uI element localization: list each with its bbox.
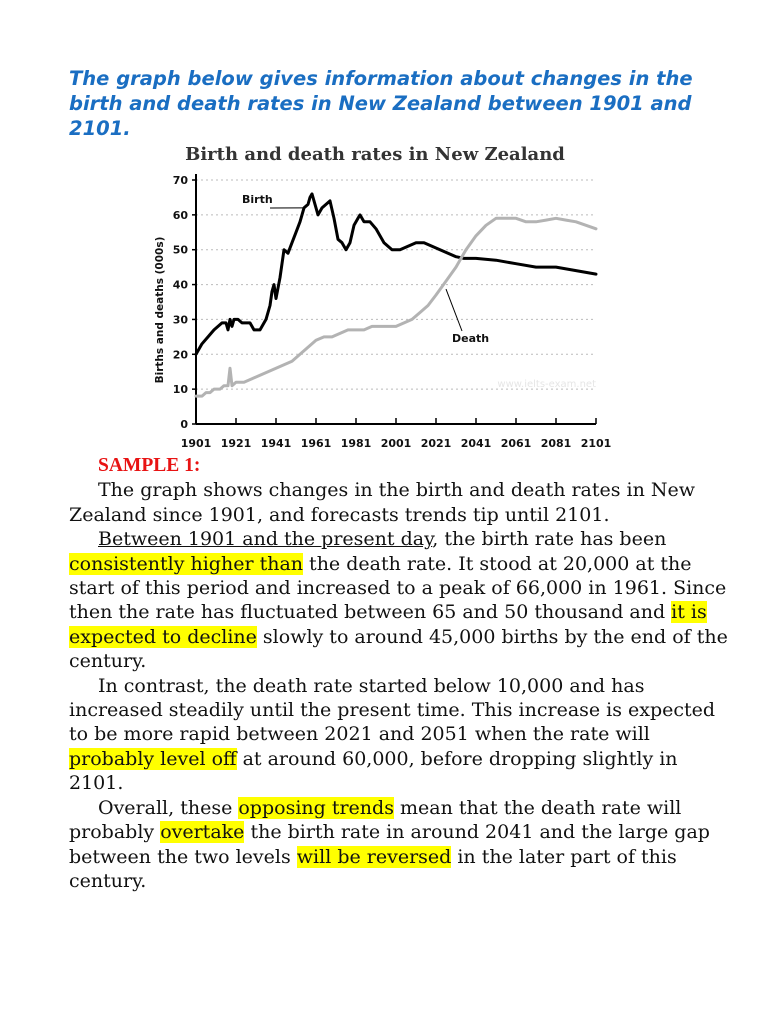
sample-answer xyxy=(69,454,729,893)
x-tick-label: 1981 xyxy=(340,437,372,450)
x-tick-label: 1941 xyxy=(260,437,292,450)
x-tick-label: 2081 xyxy=(540,437,572,450)
y-tick-label: 30 xyxy=(172,313,188,327)
y-tick-label: 50 xyxy=(172,243,188,257)
text-span: slowly to around 45,000 births by the end of the century. xyxy=(69,625,728,673)
text-span: mean that the death rate will probably xyxy=(69,796,682,844)
y-tick-label: 0 xyxy=(180,418,188,431)
y-axis-label: Births and deaths (000s) xyxy=(154,236,166,384)
paragraph-overall xyxy=(69,796,729,894)
text-span: Overall, these xyxy=(98,796,239,819)
text-span: the death rate. It stood at 20,000 at the start of this period and increased to a peak of 66,000 in 1961. Since then the rate has fluctuated between 65 and 50 thousand and xyxy=(69,552,727,624)
series xyxy=(196,194,596,396)
annotation-death-leader xyxy=(446,289,462,331)
text-span: in the later part of this century. xyxy=(69,845,677,892)
highlight-phrase: it is expected to decline xyxy=(69,601,707,648)
paragraph-death xyxy=(69,674,729,796)
watermark: www.ielts-exam.net xyxy=(497,379,596,390)
y-tick-label: 10 xyxy=(172,383,188,397)
paragraph-birth xyxy=(69,527,729,673)
x-tick-label: 2061 xyxy=(500,437,532,450)
chart-title: Birth and death rates in New Zealand xyxy=(185,144,565,165)
y-tick-labels xyxy=(173,174,189,431)
x-tick-label: 2021 xyxy=(420,437,452,450)
y-tick-label: 70 xyxy=(172,174,188,187)
x-tick-label: 1961 xyxy=(300,437,332,450)
highlight-phrase: overtake xyxy=(160,821,245,844)
series-line-death xyxy=(196,218,596,396)
sample-label: SAMPLE 1: xyxy=(98,455,201,476)
annotations xyxy=(242,193,489,345)
x-tick-label: 2101 xyxy=(580,437,612,450)
x-tick-label: 1901 xyxy=(180,437,212,450)
highlight-phrase: consistently higher than xyxy=(69,552,304,575)
x-tick-labels xyxy=(181,437,612,450)
annotation-death-label: Death xyxy=(452,332,490,345)
text-span: In contrast, the death rate started below 10,000 and has increased steadily until the present time. This increase is expected to be more rapid between 2021 and 2051 when the rate will xyxy=(69,674,716,746)
y-tick-label: 20 xyxy=(172,348,188,362)
text-span: at around 60,000, before dropping slightly in 2101. xyxy=(69,747,678,795)
x-tick-label: 2041 xyxy=(460,437,492,450)
paragraph-intro: The graph shows changes in the birth and death rates in New Zealand since 1901, and forecasts trends tip until 2101. xyxy=(69,479,696,526)
chart xyxy=(150,140,620,455)
grid-lines xyxy=(196,180,596,389)
highlight-phrase: will be reversed xyxy=(296,845,452,868)
x-tick-label: 1921 xyxy=(220,437,252,450)
task-heading: The graph below gives information about changes in the birth and death rates in New Zealand between 1901 and 2101. xyxy=(69,67,693,140)
annotation-birth-label: Birth xyxy=(242,193,273,206)
y-tick-label: 40 xyxy=(172,278,188,292)
text-span: , the birth rate has been xyxy=(432,528,667,551)
highlight-phrase: probably level off xyxy=(69,747,237,770)
y-tick-label: 60 xyxy=(172,208,188,222)
highlight-phrase: opposing trends xyxy=(238,796,394,819)
underlined-phrase: Between 1901 and the present day xyxy=(98,528,433,551)
x-tick-label: 2001 xyxy=(380,437,412,450)
chart-svg xyxy=(150,140,620,455)
text-span: the birth rate in around 2041 and the large gap between the two levels xyxy=(69,821,710,868)
series-line-birth xyxy=(196,194,596,354)
